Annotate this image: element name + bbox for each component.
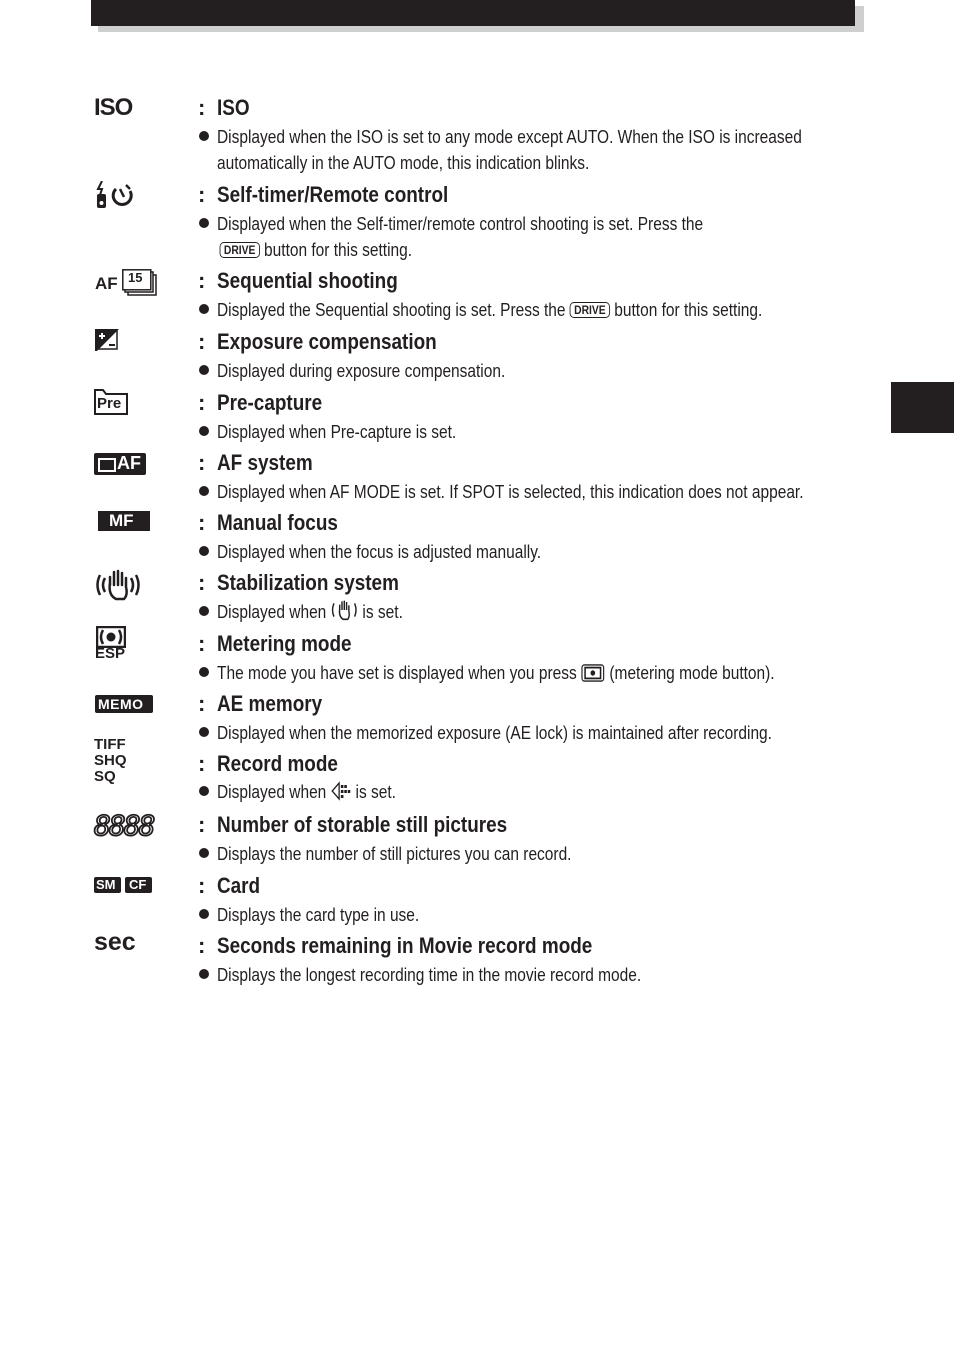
entry-ae-memory: MEMO : AE memory Displayed when the memorized exposure (AE lock) is maintained after recording.: [0, 690, 954, 750]
entry-metering: ESP : Metering mode The mode you have set is displayed when you press (metering mode button).: [0, 626, 954, 686]
entry-description: Displayed the Sequential shooting is set. Press the DRIVE button for this setting.: [217, 300, 763, 320]
digit-counter-icon: 8888: [94, 809, 154, 842]
entry-record-mode: TIFF SHQ SQ : Record mode Displayed when is set.: [0, 736, 954, 796]
entry-title: Manual focus: [217, 510, 338, 535]
entry-description: Displayed when the memorized exposure (AE lock) is maintained after recording.: [217, 723, 772, 743]
entry-title: Pre-capture: [217, 390, 323, 415]
bullet: [199, 486, 209, 496]
entry-title: Metering mode: [217, 631, 352, 656]
entry-description: Displayed when Pre-capture is set.: [217, 422, 457, 442]
drive-button-icon: DRIVE: [570, 302, 610, 318]
entry-title: Card: [217, 873, 261, 898]
bullet: [199, 304, 209, 314]
entry-iso: ISO : ISO Displayed when the ISO is set to any mode except AUTO. When the ISO is increased automatically in the AUTO mode, this indication blinks.: [0, 94, 954, 154]
manual-focus-icon: MF: [94, 509, 174, 553]
bullet: [199, 909, 209, 919]
entry-description: The mode you have set is displayed when you press (metering mode button).: [217, 663, 775, 683]
bullet: [199, 546, 209, 556]
metering-button-icon: [581, 664, 605, 682]
entry-title: AE memory: [217, 691, 323, 716]
bullet: [199, 848, 209, 858]
bullet: [199, 786, 209, 796]
entry-description: Displayed when AF MODE is set. If SPOT is selected, this indication does not appear.: [217, 482, 804, 502]
entry-description: Displayed when is set.: [217, 599, 403, 625]
entry-description: Displayed during exposure compensation.: [217, 361, 506, 381]
entry-title: Stabilization system: [217, 570, 399, 595]
bullet: [199, 131, 209, 141]
record-mode-icon: TIFF SHQ SQ: [94, 736, 127, 785]
self-timer-remote-icon: [94, 181, 174, 225]
entry-description: Displayed when is set.: [217, 782, 396, 802]
entry-title: AF system: [217, 450, 313, 475]
drive-button-icon: DRIVE: [220, 242, 260, 258]
entry-title: ISO: [217, 95, 250, 120]
bullet: [199, 667, 209, 677]
entry-sequential: AF 15 : Sequential shooting Displayed the Sequential shooting is set. Press the DRIVE button for this setting.: [0, 267, 954, 327]
bullet: [199, 606, 209, 616]
bullet: [199, 969, 209, 979]
entry-title: Self-timer/Remote control: [217, 182, 449, 207]
entry-title: Number of storable still pictures: [217, 812, 508, 837]
entry-exposure-compensation: : Exposure compensation Displayed during exposure compensation.: [0, 328, 954, 388]
bullet: [199, 426, 209, 436]
entry-title: Sequential shooting: [217, 268, 398, 293]
memo-icon: MEMO: [94, 690, 174, 734]
stabilization-icon: [94, 569, 174, 613]
entry-self-timer: : Self-timer/Remote control Displayed when the Self-timer/remote control shooting is set. Press the DRIVE button for this setting.: [0, 181, 954, 241]
card-icon: SM CF: [94, 872, 174, 916]
metering-esp-icon: ESP: [94, 626, 174, 670]
entry-description: Displays the longest recording time in the movie record mode.: [217, 965, 642, 985]
entry-manual-focus: MF : Manual focus Displayed when the focus is adjusted manually.: [0, 509, 954, 569]
exposure-compensation-icon: [94, 328, 174, 372]
entry-description: Displayed when the Self-timer/remote control shooting is set. Press the DRIVE button for this setting.: [217, 214, 704, 260]
iso-icon: ISO: [94, 94, 133, 121]
entry-description: Displays the card type in use.: [217, 905, 420, 925]
entry-description: Displayed when the focus is adjusted manually.: [217, 542, 542, 562]
entry-pre-capture: Pre : Pre-capture Displayed when Pre-capture is set.: [0, 389, 954, 449]
pre-capture-icon: Pre: [94, 389, 174, 433]
entry-description: Displayed when the ISO is set to any mode except AUTO. When the ISO is increased automatically in the AUTO mode, this indication blinks.: [217, 127, 802, 173]
entry-title: Record mode: [217, 751, 338, 776]
stabilization-icon: [331, 599, 359, 621]
sec-icon: sec: [94, 928, 136, 956]
entry-title: Seconds remaining in Movie record mode: [217, 933, 593, 958]
bullet: [199, 365, 209, 375]
af-system-icon: AF: [94, 449, 174, 493]
record-mode-button-icon: [331, 781, 352, 801]
entry-title: Exposure compensation: [217, 329, 437, 354]
entry-seconds-remaining: sec : Seconds remaining in Movie record mode Displays the longest recording time in the movie record mode.: [0, 932, 954, 992]
sequential-shooting-icon: AF 15: [94, 267, 174, 311]
header-bar: [91, 0, 855, 26]
entry-storable-pictures: 8888 : Number of storable still pictures Displays the number of still pictures you can record.: [0, 811, 954, 871]
entry-stabilization: : Stabilization system Displayed when is set.: [0, 569, 954, 629]
entry-description: Displays the number of still pictures you can record.: [217, 844, 572, 864]
entry-card: SM CF : Card Displays the card type in use.: [0, 872, 954, 932]
entry-af-system: AF : AF system Displayed when AF MODE is set. If SPOT is selected, this indication does not appear.: [0, 449, 954, 509]
bullet: [199, 218, 209, 228]
